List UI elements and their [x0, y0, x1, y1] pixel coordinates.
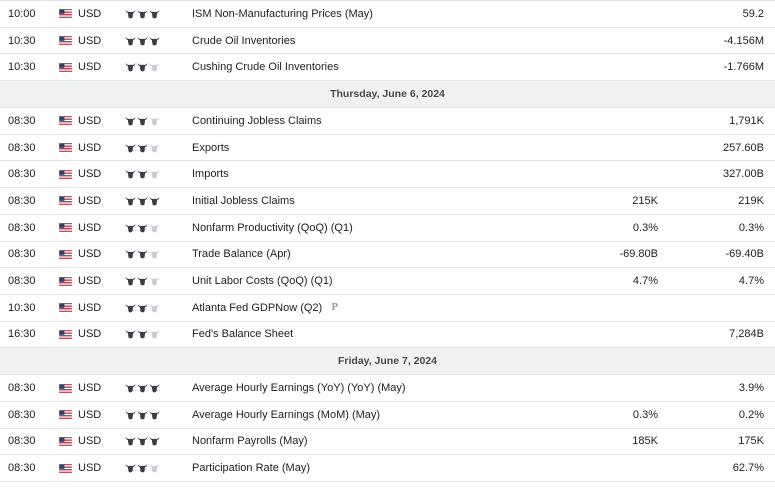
event-row[interactable]	[0, 54, 775, 81]
event-name-cell[interactable]	[192, 54, 572, 80]
event-currency: USD	[78, 194, 102, 207]
bull-icon	[149, 143, 160, 153]
event-currency: USD	[78, 114, 102, 127]
bull-icon	[125, 116, 136, 126]
event-row[interactable]	[0, 135, 775, 162]
event-forecast	[560, 135, 658, 161]
bull-icon	[137, 329, 148, 339]
event-name[interactable]: Nonfarm Payrolls (May)	[192, 435, 308, 448]
event-row[interactable]	[0, 188, 775, 215]
bull-icon	[125, 410, 136, 420]
event-row[interactable]	[0, 322, 775, 349]
us-flag-icon	[59, 375, 73, 401]
event-time: 08:30	[8, 194, 36, 207]
event-time: 08:30	[8, 114, 36, 127]
event-currency: USD	[78, 382, 102, 395]
importance-indicator	[125, 429, 165, 455]
event-time: 08:30	[8, 382, 36, 395]
event-currency: USD	[78, 168, 102, 181]
event-time: 08:30	[8, 168, 36, 181]
importance-indicator	[125, 402, 165, 428]
bull-icon	[125, 249, 136, 259]
bull-icon	[137, 410, 148, 420]
event-currency: USD	[78, 248, 102, 261]
bull-icon	[149, 62, 160, 72]
event-currency: USD	[78, 435, 102, 448]
event-currency: USD	[78, 408, 102, 421]
event-previous: 7,284B	[729, 328, 764, 341]
bull-icon	[149, 223, 160, 233]
bull-icon	[149, 463, 160, 473]
us-flag-icon	[59, 135, 73, 161]
importance-indicator	[125, 28, 165, 54]
event-previous: 327.00B	[723, 168, 764, 181]
event-row[interactable]	[0, 1, 775, 28]
event-currency: USD	[78, 301, 102, 314]
bull-icon	[137, 196, 148, 206]
importance-indicator	[125, 1, 165, 27]
event-time: 10:30	[8, 61, 36, 74]
event-currency: USD	[78, 61, 102, 74]
importance-indicator	[125, 322, 165, 348]
bull-icon	[137, 36, 148, 46]
bull-icon	[125, 143, 136, 153]
event-name-cell[interactable]	[192, 188, 572, 214]
bull-icon	[125, 329, 136, 339]
bull-icon	[137, 383, 148, 393]
bull-icon	[149, 329, 160, 339]
us-flag-icon	[59, 429, 73, 455]
us-flag-icon	[59, 108, 73, 134]
importance-indicator	[125, 375, 165, 401]
bull-icon	[149, 436, 160, 446]
bull-icon	[137, 463, 148, 473]
bull-icon	[125, 9, 136, 19]
event-forecast	[560, 54, 658, 80]
event-forecast: 0.3%	[632, 408, 658, 421]
importance-indicator	[125, 215, 165, 241]
bull-icon	[137, 276, 148, 286]
event-currency: USD	[78, 141, 102, 154]
event-previous: 257.60B	[723, 141, 764, 154]
importance-indicator	[125, 242, 165, 268]
importance-indicator	[125, 108, 165, 134]
event-name[interactable]: Average Hourly Earnings (YoY) (YoY) (May)	[192, 382, 406, 395]
event-previous: 59.2	[742, 7, 764, 20]
event-previous: 62.7%	[732, 462, 764, 475]
event-time: 08:30	[8, 141, 36, 154]
event-previous: -4.156M	[723, 34, 764, 47]
bull-icon	[125, 196, 136, 206]
bull-icon	[137, 143, 148, 153]
event-forecast	[560, 295, 658, 321]
importance-indicator	[125, 188, 165, 214]
bull-icon	[149, 116, 160, 126]
event-row[interactable]	[0, 108, 775, 135]
preliminary-icon: P	[331, 302, 338, 313]
us-flag-icon	[59, 242, 73, 268]
bull-icon	[125, 169, 136, 179]
event-name-cell[interactable]	[192, 161, 572, 187]
event-previous: 175K	[738, 435, 764, 448]
event-row[interactable]	[0, 28, 775, 55]
event-previous: 219K	[738, 194, 764, 207]
event-currency: USD	[78, 221, 102, 234]
event-name[interactable]: Trade Balance (Apr)	[192, 248, 291, 261]
event-name-cell[interactable]	[192, 108, 572, 134]
event-time: 08:30	[8, 435, 36, 448]
event-name[interactable]: Continuing Jobless Claims	[192, 114, 322, 127]
event-name[interactable]: Fed's Balance Sheet	[192, 328, 294, 341]
event-row[interactable]	[0, 242, 775, 269]
event-name[interactable]: ISM Non-Manufacturing Prices (May)	[192, 7, 373, 20]
event-name-cell[interactable]	[192, 455, 572, 481]
event-currency: USD	[78, 34, 102, 47]
day-header: Friday, June 7, 2024	[0, 348, 775, 375]
bull-icon	[137, 249, 148, 259]
event-forecast: 0.3%	[632, 221, 658, 234]
us-flag-icon	[59, 188, 73, 214]
event-name-cell[interactable]	[192, 322, 572, 348]
event-name[interactable]: Participation Rate (May)	[192, 462, 310, 475]
event-previous	[660, 295, 764, 321]
event-time: 08:30	[8, 275, 36, 288]
us-flag-icon	[59, 295, 73, 321]
event-name[interactable]: Exports	[192, 141, 230, 154]
event-forecast	[560, 28, 658, 54]
importance-indicator	[125, 54, 165, 80]
event-time: 08:30	[8, 248, 36, 261]
event-name-cell[interactable]	[192, 242, 572, 268]
event-time: 10:30	[8, 34, 36, 47]
event-time: 08:30	[8, 462, 36, 475]
event-currency: USD	[78, 328, 102, 341]
event-previous: -1.766M	[723, 61, 764, 74]
event-forecast: 4.7%	[632, 275, 658, 288]
event-time: 08:30	[8, 408, 36, 421]
event-forecast	[560, 108, 658, 134]
bull-icon	[137, 9, 148, 19]
bull-icon	[149, 36, 160, 46]
importance-indicator	[125, 161, 165, 187]
event-row[interactable]	[0, 455, 775, 482]
bull-icon	[125, 36, 136, 46]
event-name-cell[interactable]	[192, 268, 572, 294]
event-name-cell[interactable]	[192, 295, 572, 321]
event-forecast	[560, 161, 658, 187]
event-name[interactable]: Initial Jobless Claims	[192, 194, 295, 207]
us-flag-icon	[59, 54, 73, 80]
event-time: 10:30	[8, 301, 36, 314]
event-time: 10:00	[8, 7, 36, 20]
bull-icon	[149, 276, 160, 286]
bull-icon	[149, 196, 160, 206]
event-forecast	[560, 455, 658, 481]
us-flag-icon	[59, 455, 73, 481]
bull-icon	[137, 436, 148, 446]
event-time: 08:30	[8, 221, 36, 234]
bull-icon	[125, 223, 136, 233]
event-name-cell[interactable]	[192, 215, 572, 241]
event-previous: 4.7%	[738, 275, 764, 288]
bull-icon	[149, 169, 160, 179]
event-name[interactable]: Nonfarm Productivity (QoQ) (Q1)	[192, 221, 353, 234]
bull-icon	[125, 436, 136, 446]
us-flag-icon	[59, 268, 73, 294]
importance-indicator	[125, 268, 165, 294]
event-name-cell[interactable]	[192, 429, 572, 455]
event-time: 16:30	[8, 328, 36, 341]
event-forecast: 185K	[632, 435, 658, 448]
event-currency: USD	[78, 462, 102, 475]
bull-icon	[125, 303, 136, 313]
bull-icon	[149, 9, 160, 19]
event-previous: -69.40B	[725, 248, 764, 261]
event-forecast	[560, 375, 658, 401]
importance-indicator	[125, 455, 165, 481]
us-flag-icon	[59, 322, 73, 348]
us-flag-icon	[59, 402, 73, 428]
bull-icon	[125, 463, 136, 473]
event-name-cell[interactable]	[192, 135, 572, 161]
bull-icon	[137, 303, 148, 313]
event-forecast	[560, 1, 658, 27]
day-header: Thursday, June 6, 2024	[0, 81, 775, 108]
event-row[interactable]	[0, 215, 775, 242]
event-previous: 0.3%	[738, 221, 764, 234]
us-flag-icon	[59, 1, 73, 27]
event-forecast	[560, 322, 658, 348]
event-name-cell[interactable]	[192, 28, 572, 54]
event-name[interactable]: Unit Labor Costs (QoQ) (Q1)	[192, 275, 333, 288]
event-name-cell[interactable]	[192, 1, 572, 27]
event-currency: USD	[78, 275, 102, 288]
us-flag-icon	[59, 161, 73, 187]
bull-icon	[149, 249, 160, 259]
event-previous: 0.2%	[738, 408, 764, 421]
us-flag-icon	[59, 28, 73, 54]
bull-icon	[137, 223, 148, 233]
event-forecast: -69.80B	[619, 248, 658, 261]
importance-indicator	[125, 295, 165, 321]
event-row[interactable]	[0, 429, 775, 456]
event-previous: 3.9%	[738, 382, 764, 395]
event-forecast: 215K	[632, 194, 658, 207]
bull-icon	[125, 62, 136, 72]
event-name-cell[interactable]	[192, 402, 572, 428]
event-name[interactable]: Average Hourly Earnings (MoM) (May)	[192, 408, 381, 421]
bull-icon	[125, 276, 136, 286]
event-name[interactable]: Cushing Crude Oil Inventories	[192, 61, 339, 74]
bull-icon	[149, 303, 160, 313]
event-row[interactable]	[0, 268, 775, 295]
event-row[interactable]	[0, 402, 775, 429]
event-name-cell[interactable]	[192, 375, 572, 401]
bull-icon	[149, 383, 160, 393]
bull-icon	[137, 169, 148, 179]
event-row[interactable]	[0, 375, 775, 402]
bull-icon	[137, 116, 148, 126]
event-row[interactable]	[0, 161, 775, 188]
event-previous: 1,791K	[729, 114, 764, 127]
bull-icon	[125, 383, 136, 393]
event-row[interactable]	[0, 295, 775, 322]
event-name[interactable]: Crude Oil Inventories	[192, 34, 296, 47]
event-name[interactable]: Imports	[192, 168, 229, 181]
us-flag-icon	[59, 215, 73, 241]
importance-indicator	[125, 135, 165, 161]
bull-icon	[137, 62, 148, 72]
bull-icon	[149, 410, 160, 420]
event-name[interactable]: Atlanta Fed GDPNow (Q2)	[192, 301, 323, 314]
event-currency: USD	[78, 7, 102, 20]
